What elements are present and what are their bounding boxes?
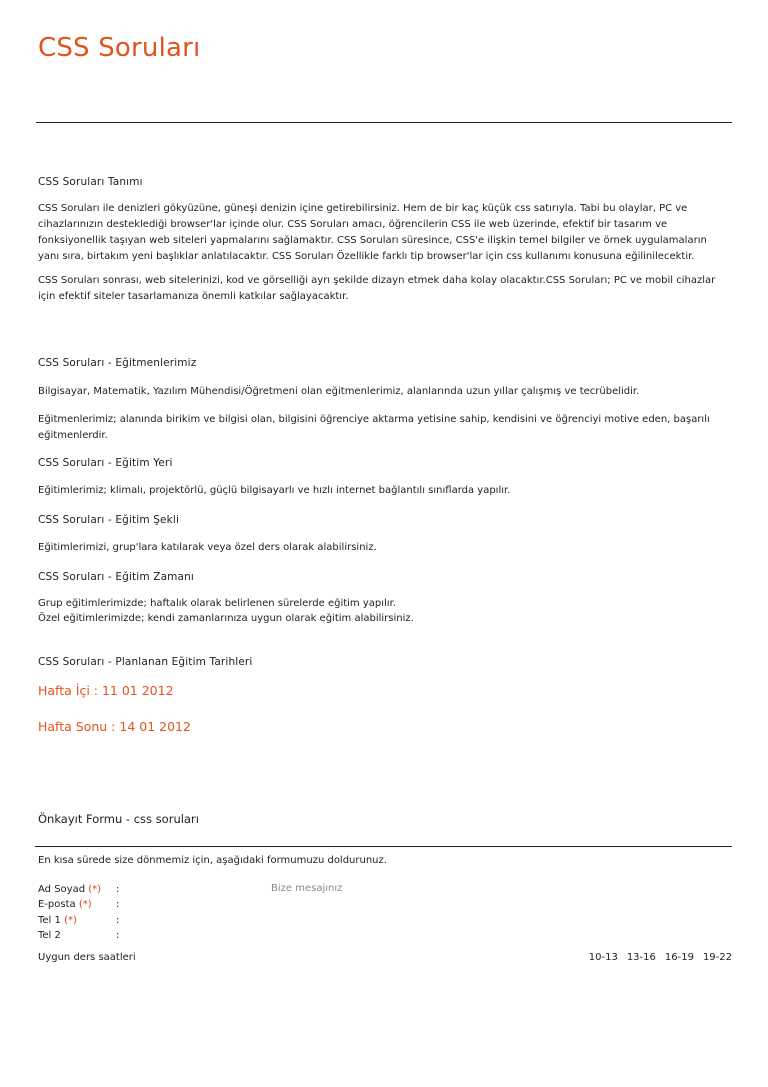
form-heading: Önkayıt Formu - css soruları — [38, 812, 199, 826]
message-input-placeholder[interactable]: Bize mesajınız — [271, 883, 343, 894]
hours-option-16-19[interactable]: 16-19 — [664, 952, 694, 963]
form-divider — [35, 846, 732, 847]
field-label-tel2: Tel 2 — [38, 930, 61, 941]
definition-paragraph-1: CSS Soruları ile denizleri gökyüzüne, güneşi denizin içine getirebilirsiniz. Hem de bir kaç küçük css satırıyla. Tabi bu olaylar, PC ve cihazlarınızın desteklediği browser'lar içinde olur. CSS Soruları amacı, öğrencilerin CSS ile web üzerinde, efektif bir tasarım ve fonksiyonellik taşıyan web siteleri yapmalarını sağlamaktır. CSS Soruları süresince, CSS'e ilişkin temel bilgiler ve örnek uygulamaların yanı sıra, birtakım yeni başlıklar anlatılacaktır. CSS Soruları Özellikle farklı tip browser'lar için css kullanımı konusuna eğilinilecektir. — [38, 203, 707, 262]
definition-heading: CSS Soruları Tanımı — [38, 176, 143, 188]
field-label-email: E-posta (*) — [38, 899, 92, 910]
instructors-paragraph-1: Bilgisayar, Matematik, Yazılım Mühendisi/Öğretmeni olan eğitmenlerimiz, alanlarında uzun yıllar çalışmış ve tecrübelidir. — [38, 386, 640, 397]
hours-label: Uygun ders saatleri — [38, 952, 136, 963]
field-colon: : — [116, 915, 120, 926]
place-heading: CSS Soruları - Eğitim Yeri — [38, 457, 173, 469]
format-paragraph: Eğitimlerimizi, grup'lara katılarak veya özel ders olarak alabilirsiniz. — [38, 542, 377, 553]
field-colon: : — [116, 884, 120, 895]
instructors-paragraph-2: Eğitmenlerimiz; alanında birikim ve bilgisi olan, bilgisini öğrenciye aktarma yetisine sahip, kendisini ve öğrenciyi motive eden, başarılı eğitmenlerdir. — [38, 414, 710, 441]
time-line-2: Özel eğitimlerimizde; kendi zamanlarınıza uygun olarak eğitim alabilirsiniz. — [38, 613, 414, 624]
hours-option-13-16[interactable]: 13-16 — [626, 952, 656, 963]
title-divider — [36, 122, 732, 123]
weekday-date: Hafta İçi : 11 01 2012 — [38, 683, 174, 698]
hours-option-19-22[interactable]: 19-22 — [702, 952, 732, 963]
definition-paragraph-2: CSS Soruları sonrası, web sitelerinizi, kod ve görselliği ayrı şekilde dizayn etmek daha kolay olacaktır.CSS Soruları; PC ve mobil cihazlar için efektif siteler tasarlamanıza önemli katkılar sağlayacaktır. — [38, 275, 716, 302]
page-title: CSS Soruları — [38, 33, 201, 63]
dates-heading: CSS Soruları - Planlanan Eğitim Tarihleri — [38, 656, 253, 668]
hours-options — [589, 951, 732, 965]
place-paragraph: Eğitimlerimiz; klimalı, projektörlü, güçlü bilgisayarlı ve hızlı internet bağlantılı sınıflarda yapılır. — [38, 485, 511, 496]
field-label-name: Ad Soyad (*) — [38, 884, 102, 895]
field-colon: : — [116, 930, 120, 941]
weekend-date: Hafta Sonu : 14 01 2012 — [38, 719, 191, 734]
field-colon: : — [116, 899, 120, 910]
field-label-tel1: Tel 1 (*) — [38, 915, 77, 926]
time-heading: CSS Soruları - Eğitim Zamanı — [38, 571, 194, 583]
time-line-1: Grup eğitimlerimizde; haftalık olarak belirlenen sürelerde eğitim yapılır. — [38, 598, 396, 609]
form-intro: En kısa sürede size dönmemiz için, aşağıdaki formumuzu doldurunuz. — [38, 855, 387, 866]
hours-option-10-13[interactable]: 10-13 — [588, 952, 618, 963]
format-heading: CSS Soruları - Eğitim Şekli — [38, 514, 180, 526]
instructors-heading: CSS Soruları - Eğitmenlerimiz — [38, 357, 197, 369]
